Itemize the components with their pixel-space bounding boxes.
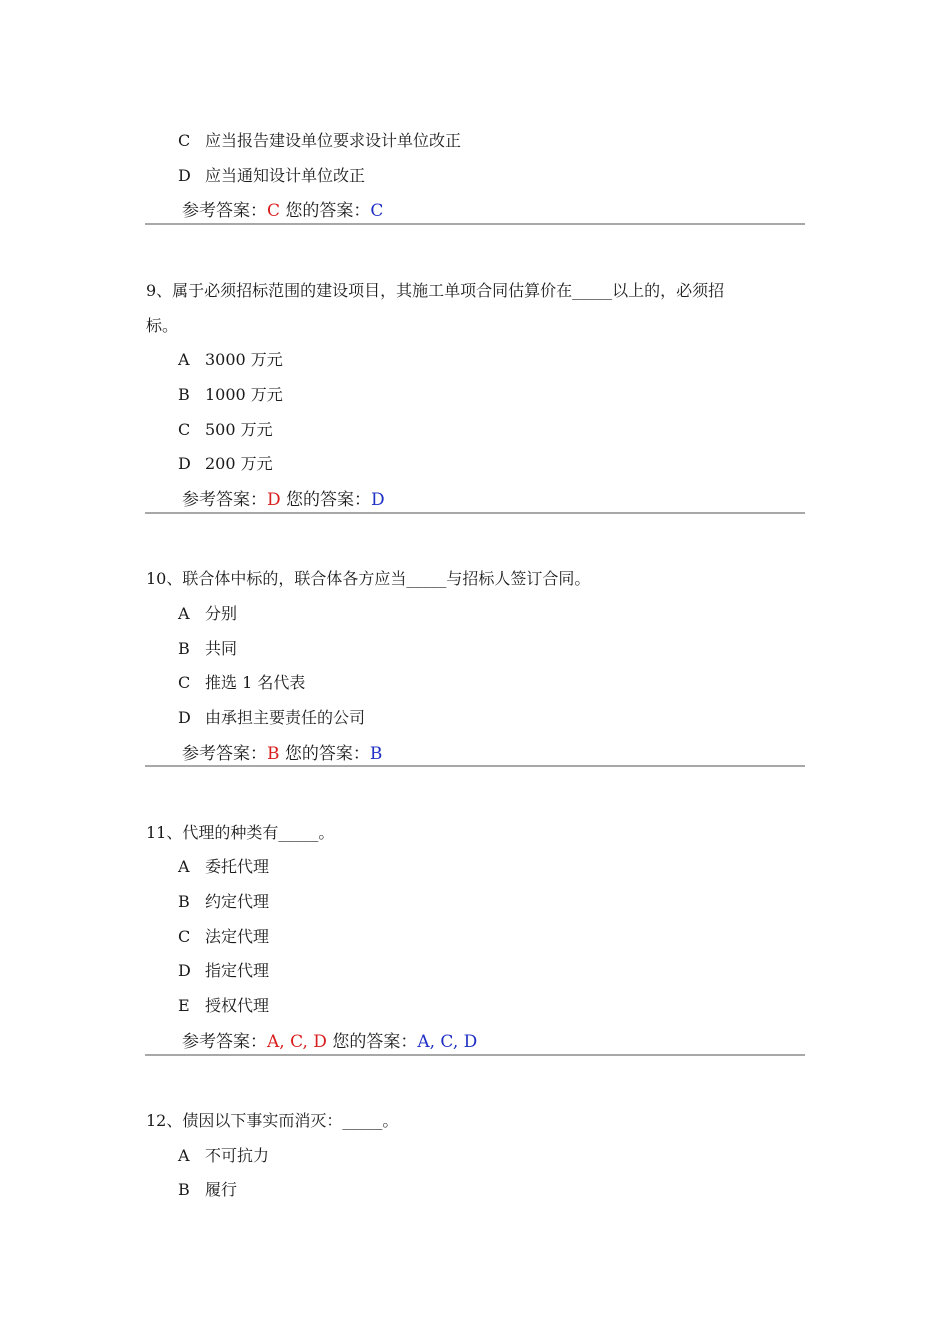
option-text: 指定代理: [205, 961, 270, 980]
ref-answer-label: 参考答案：: [182, 201, 267, 221]
answer-divider: [145, 765, 805, 767]
ref-answer-label: 参考答案：: [182, 1032, 267, 1052]
option-q12-b: [178, 1179, 237, 1201]
your-answer-label: 您的答案：: [286, 490, 372, 510]
ref-answer-label: 参考答案：: [182, 744, 267, 764]
your-answer-label: 您的答案：: [284, 744, 370, 764]
option-q8-c: [178, 130, 461, 152]
option-q10-b: [178, 638, 237, 660]
option-q10-d: [178, 707, 365, 729]
option-q11-c: [178, 926, 269, 948]
your-answer-value: D: [371, 490, 385, 510]
option-text: 1000 万元: [205, 385, 283, 404]
option-text: 由承担主要责任的公司: [205, 708, 366, 727]
answer-divider: [145, 512, 805, 514]
question-12-stem: 12、债因以下事实而消灭：_____。: [146, 1111, 399, 1130]
option-q11-d: [178, 960, 269, 982]
answer-row-q8: [182, 200, 383, 222]
option-letter: A: [178, 350, 190, 369]
option-q11-e: [178, 995, 269, 1017]
answer-divider: [145, 223, 805, 225]
option-text: 应当通知设计单位改正: [205, 166, 366, 185]
option-q11-b: [178, 891, 269, 913]
question-9-stem: 9、属于必须招标范围的建设项目，其施工单项合同估算价在_____以上的，必须招: [146, 281, 725, 300]
option-q12-a: [178, 1145, 269, 1167]
option-letter: C: [178, 420, 191, 439]
option-text: 200 万元: [205, 454, 273, 473]
question-9-stem-cont: 标。: [146, 316, 179, 335]
answer-divider: [145, 1054, 805, 1056]
answer-row-q10: [182, 743, 382, 765]
your-answer-value: B: [369, 744, 383, 764]
option-letter: E: [178, 996, 190, 1015]
option-q9-c: [178, 419, 273, 441]
option-text: 授权代理: [205, 996, 270, 1015]
ref-answer-label: 参考答案：: [182, 490, 267, 510]
option-text: 应当报告建设单位要求设计单位改正: [205, 131, 462, 150]
option-q9-a: [178, 349, 283, 371]
your-answer-label: 您的答案：: [285, 201, 371, 221]
option-letter: C: [178, 131, 191, 150]
question-11-stem: 11、代理的种类有_____。: [146, 823, 335, 842]
option-letter: B: [178, 1180, 190, 1199]
option-letter: B: [178, 385, 190, 404]
option-q11-a: [178, 856, 269, 878]
option-q8-d: [178, 165, 365, 187]
option-letter: B: [178, 639, 190, 658]
option-letter: A: [178, 604, 190, 623]
option-letter: A: [178, 857, 190, 876]
your-answer-label: 您的答案：: [332, 1032, 418, 1052]
option-q10-a: [178, 603, 237, 625]
your-answer-value: A, C, D: [417, 1032, 478, 1052]
option-letter: C: [178, 927, 191, 946]
option-letter: D: [178, 454, 191, 473]
option-text: 共同: [205, 639, 238, 658]
option-letter: A: [178, 1146, 190, 1165]
ref-answer-value: D: [267, 490, 281, 510]
option-text: 委托代理: [205, 857, 270, 876]
answer-row-q11: [182, 1031, 477, 1053]
your-answer-value: C: [370, 201, 384, 221]
answer-row-q9: [182, 489, 385, 511]
option-text: 500 万元: [205, 420, 273, 439]
option-q9-d: [178, 453, 273, 475]
option-text: 3000 万元: [205, 350, 283, 369]
option-text: 分别: [205, 604, 238, 623]
option-letter: D: [178, 166, 191, 185]
ref-answer-value: C: [267, 201, 281, 221]
option-text: 法定代理: [205, 927, 270, 946]
option-q9-b: [178, 384, 283, 406]
option-text: 不可抗力: [205, 1146, 270, 1165]
option-text: 推选 1 名代表: [205, 673, 306, 692]
option-text: 约定代理: [205, 892, 270, 911]
ref-answer-value: B: [267, 744, 280, 764]
option-text: 履行: [205, 1180, 238, 1199]
option-letter: D: [178, 708, 191, 727]
question-10-stem: 10、联合体中标的，联合体各方应当_____与招标人签订合同。: [146, 569, 591, 588]
option-letter: C: [178, 673, 191, 692]
ref-answer-value: A, C, D: [267, 1032, 327, 1052]
option-q10-c: [178, 672, 305, 694]
option-letter: D: [178, 961, 191, 980]
option-letter: B: [178, 892, 190, 911]
